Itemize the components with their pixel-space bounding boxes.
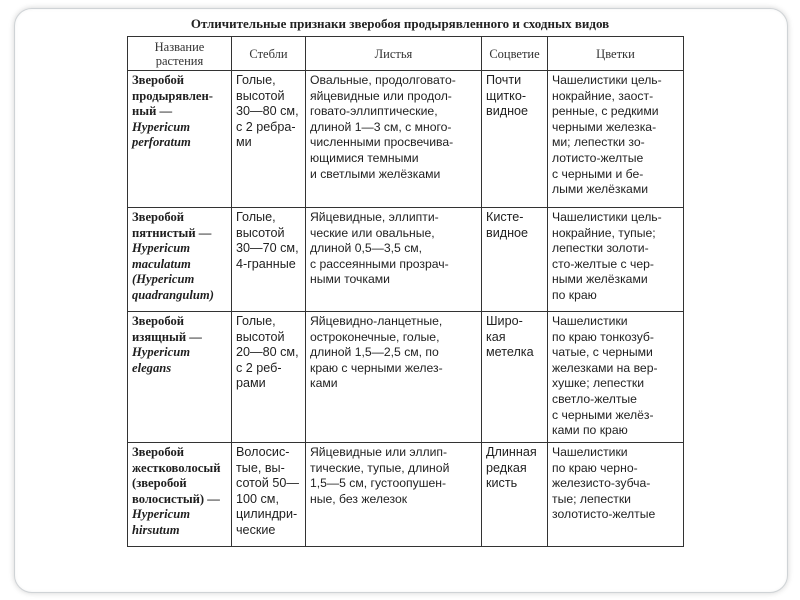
plant-name-cell	[128, 208, 232, 312]
inflorescence-cell: Длинная редкая кисть	[482, 443, 548, 547]
flower-cell: Чашелистики цель- нокрайние, заост- ренные, с редкими черными железка- ми; лепестки зо- лотисто-желтые с черными и бе- лыми желёзками	[548, 71, 684, 208]
leaf-cell: Яйцевидно-ланцетные, остроконечные, голые, длиной 1,5—2,5 см, по краю с черными желез- ками	[306, 312, 482, 443]
plant-name-latin: Hypericum maculatum (Hypericum quadrangulum)	[132, 241, 214, 302]
leaf-cell: Яйцевидные, эллипти- ческие или овальные, длиной 0,5—3,5 см, с рассеянными прозрач- ными точками	[306, 208, 482, 312]
species-table	[127, 36, 684, 547]
plant-name-latin: Hypericum elegans	[132, 345, 191, 375]
inflorescence-cell: Широ- кая метелка	[482, 312, 548, 443]
plant-name-latin: Hypericum perforatum	[132, 119, 191, 150]
flower-cell: Чашелистики по краю тонкозуб- чатые, с черными железками на вер- хушке; лепестки светло-желтые с черными желёз- ками по краю	[548, 312, 684, 443]
table-row	[128, 312, 684, 443]
plant-name-latin: Hypericum hirsutum	[132, 507, 191, 537]
stem-cell: Голые, высотой 30—70 см, 4-гранные	[232, 208, 306, 312]
header-flowers: Цветки	[548, 37, 684, 71]
table-row	[128, 208, 684, 312]
plant-name-ru: Зверобой жестковолосый (зверобой волосистый) —	[132, 445, 221, 506]
header-name: Название растения	[128, 37, 232, 71]
plant-name-cell	[128, 312, 232, 443]
flower-cell: Чашелистики по краю черно- железисто-зубча- тые; лепестки золотисто-желтые	[548, 443, 684, 547]
table-row	[128, 71, 684, 208]
header-leaves: Листья	[306, 37, 482, 71]
stem-cell: Волосис- тые, вы- сотой 50— 100 см, цилиндри- ческие	[232, 443, 306, 547]
flower-cell: Чашелистики цель- нокрайние, тупые; лепестки золоти- сто-желтые с чер- ными желёзками по краю	[548, 208, 684, 312]
header-stems: Стебли	[232, 37, 306, 71]
stem-cell: Голые, высотой 30—80 см, с 2 ребра- ми	[232, 71, 306, 208]
plant-name-ru: Зверобой изящный —	[132, 314, 202, 344]
plant-name-cell	[128, 443, 232, 547]
inflorescence-cell: Кисте- видное	[482, 208, 548, 312]
inflorescence-cell: Почти щитко- видное	[482, 71, 548, 208]
plant-name-ru: Зверобой пятнистый —	[132, 210, 212, 240]
plant-name-ru: Зверобой продырявлен- ный —	[132, 73, 213, 119]
leaf-cell: Овальные, продолговато- яйцевидные или продол- говато-эллиптические, длиной 1—3 см, с много- численными просвечива- ющимися темными и светлыми желёзками	[306, 71, 482, 208]
header-inflorescence: Соцветие	[482, 37, 548, 71]
leaf-cell: Яйцевидные или эллип- тические, тупые, длиной 1,5—5 см, густоопушен- ные, без железок	[306, 443, 482, 547]
stem-cell: Голые, высотой 20—80 см, с 2 реб- рами	[232, 312, 306, 443]
table-row	[128, 443, 684, 547]
table-title: Отличительные признаки зверобоя продырявленного и сходных видов	[190, 16, 610, 31]
plant-name-cell	[128, 71, 232, 208]
header-row	[128, 37, 684, 71]
